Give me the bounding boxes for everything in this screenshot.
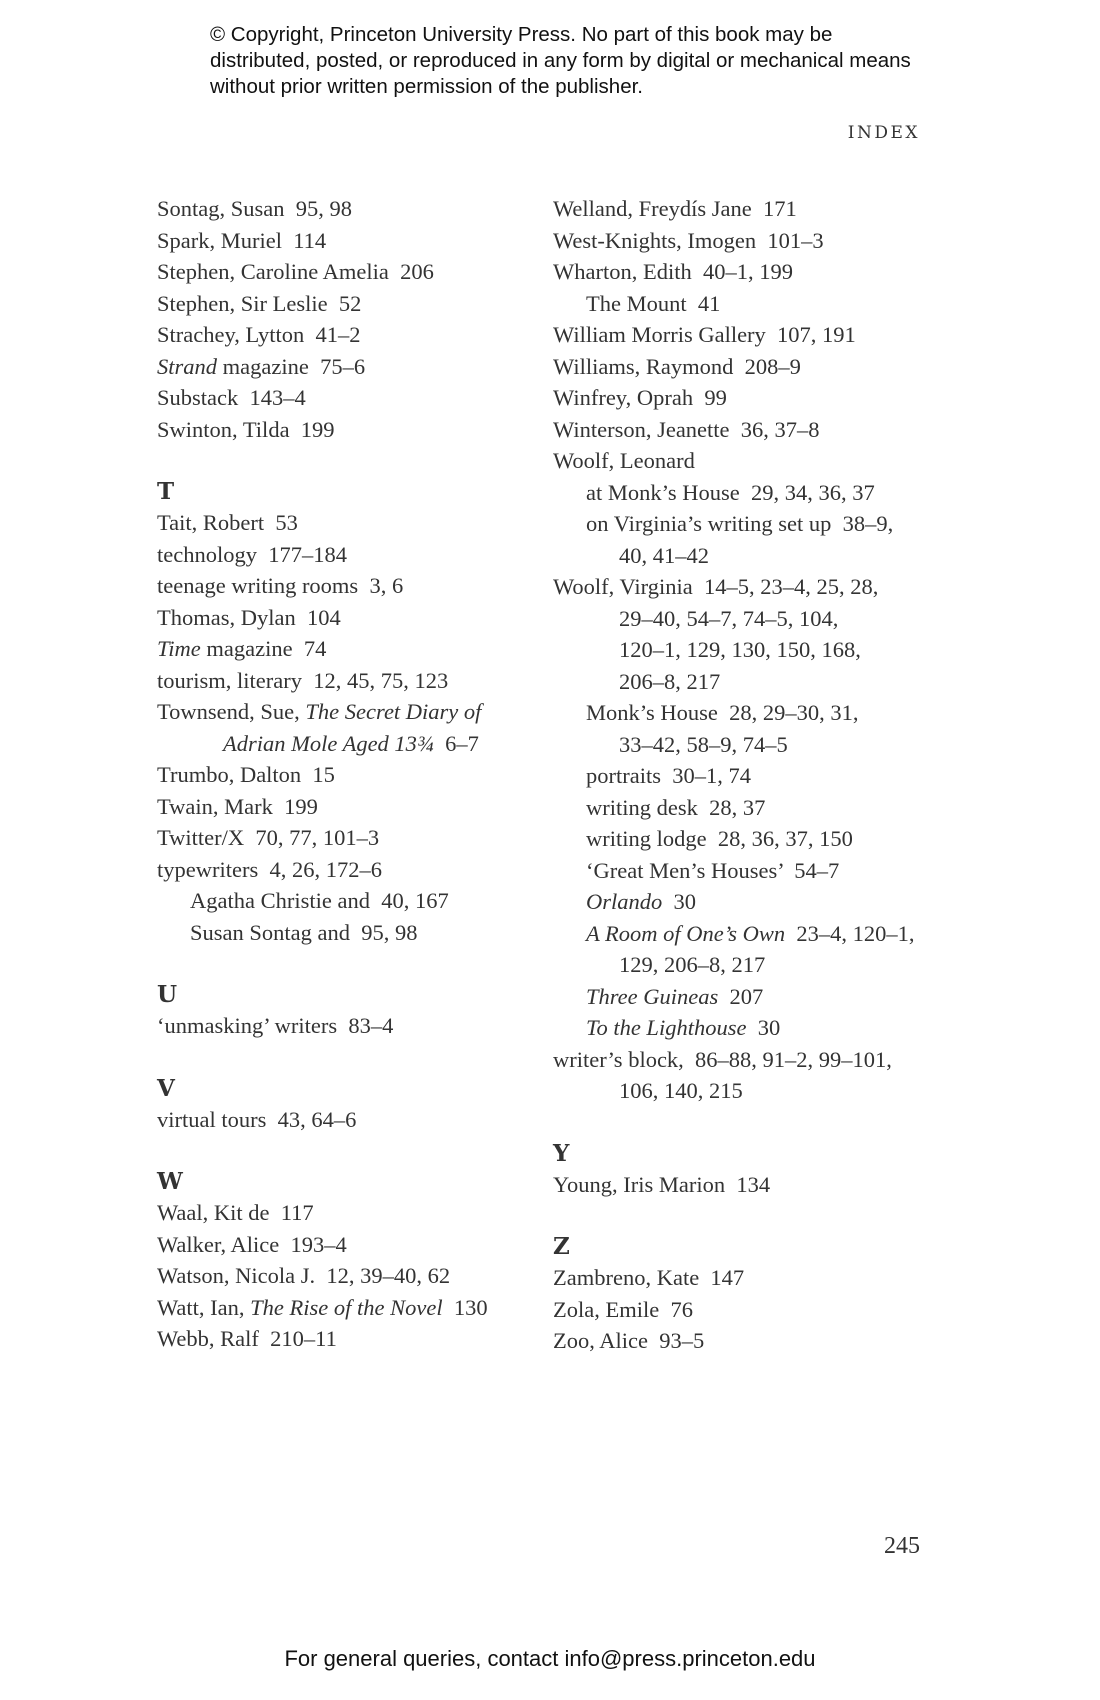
entry-text: 33–42, 58–9, 74–5 [619, 731, 788, 757]
section-letter: Y [553, 1139, 570, 1167]
entry-text: Twitter/X 70, 77, 101–3 [157, 825, 380, 850]
index-entry [553, 571, 933, 603]
entry-text: 129, 206–8, 217 [619, 952, 766, 977]
index-entry [157, 1323, 537, 1355]
entry-text: magazine 74 [200, 636, 327, 661]
index-entry [157, 256, 537, 288]
index-subentry [157, 728, 537, 760]
entry-text: writing desk 28, 37 [586, 794, 766, 820]
index-entry [157, 1197, 537, 1229]
index-subentry [553, 634, 933, 666]
index-entry [553, 1262, 933, 1294]
index-entry [157, 1260, 537, 1292]
entry-text: portraits 30–1, 74 [586, 763, 751, 788]
index-subentry [553, 1012, 933, 1044]
entry-text: Woolf, Leonard [553, 448, 695, 473]
entry-text: Substack 143–4 [157, 385, 306, 410]
index-entry [157, 602, 537, 634]
index-entry [157, 570, 537, 602]
index-subentry [553, 477, 933, 509]
entry-text: teenage writing rooms 3, 6 [157, 573, 404, 598]
entry-text: at Monk’s House 29, 34, 36, 37 [586, 479, 875, 505]
index-column-left [157, 193, 537, 1355]
entry-text: typewriters 4, 26, 172–6 [157, 856, 382, 882]
entry-text: Monk’s House 28, 29–30, 31, [586, 700, 859, 725]
entry-text: Walker, Alice 193–4 [157, 1231, 347, 1257]
entry-text: Waal, Kit de 117 [157, 1200, 314, 1225]
index-subentry [553, 697, 933, 729]
entry-text: Swinton, Tilda 199 [157, 416, 335, 442]
index-entry [553, 1325, 933, 1357]
entry-text: virtual tours 43, 64–6 [157, 1106, 357, 1132]
entry-text: West-Knights, Imogen 101–3 [553, 227, 824, 253]
entry-text: Woolf, Virginia 14–5, 23–4, 25, 28, [553, 574, 879, 599]
entry-text: Sontag, Susan 95, 98 [157, 196, 353, 221]
index-subentry [553, 886, 933, 918]
entry-text: 6–7 [433, 730, 479, 756]
index-subentry [553, 508, 933, 540]
index-entry [157, 382, 537, 414]
entry-text: 206–8, 217 [619, 668, 721, 694]
index-entry [157, 288, 537, 320]
entry-text: Thomas, Dylan 104 [157, 604, 341, 630]
entry-text: Winfrey, Oprah 99 [553, 385, 727, 410]
page-number: 245 [884, 1533, 920, 1559]
entry-text: Winterson, Jeanette 36, 37–8 [553, 416, 820, 442]
entry-text: technology 177–184 [157, 541, 347, 567]
index-entry [157, 414, 537, 446]
index-entry [157, 225, 537, 257]
index-subentry [553, 729, 933, 761]
index-entry [553, 445, 933, 477]
entry-text: William Morris Gallery 107, 191 [553, 322, 856, 347]
entry-text: Zambreno, Kate 147 [553, 1265, 745, 1290]
index-subentry [553, 540, 933, 572]
entry-text: ‘unmasking’ writers 83–4 [157, 1013, 394, 1038]
index-entry [157, 351, 537, 383]
index-subentry [553, 1075, 933, 1107]
index-subentry [553, 603, 933, 635]
entry-title-italic: Orlando [586, 889, 663, 914]
entry-text: 106, 140, 215 [619, 1078, 743, 1103]
index-entry [553, 414, 933, 446]
entry-title-italic: Adrian Mole Aged 13¾ [223, 730, 434, 756]
index-subentry [157, 917, 537, 949]
index-subentry [553, 918, 933, 950]
entry-text: 23–4, 120–1, [785, 920, 915, 946]
entry-text: tourism, literary 12, 45, 75, 123 [157, 667, 449, 693]
index-entry [157, 1104, 537, 1136]
entry-text: Susan Sontag and 95, 98 [190, 919, 418, 945]
entry-text: 30 [746, 1015, 781, 1040]
running-head: INDEX [847, 123, 920, 143]
index-entry [553, 382, 933, 414]
index-subentry [157, 885, 537, 917]
entry-text: Strachey, Lytton 41–2 [157, 322, 361, 347]
entry-text: Twain, Mark 199 [157, 793, 318, 819]
entry-text: Stephen, Caroline Amelia 206 [157, 259, 434, 284]
index-entry [553, 256, 933, 288]
entry-text: Wharton, Edith 40–1, 199 [553, 259, 793, 284]
entry-text: Tait, Robert 53 [157, 510, 298, 535]
index-entry [553, 351, 933, 383]
entry-text: 120–1, 129, 130, 150, 168, [619, 637, 861, 662]
index-column-right [553, 193, 933, 1357]
footer-contact: For general queries, contact info@press.princeton.edu [284, 1646, 816, 1671]
entry-text: Zoo, Alice 93–5 [553, 1328, 705, 1353]
index-entry [157, 1010, 537, 1042]
entry-text: Webb, Ralf 210–11 [157, 1326, 337, 1351]
entry-text: Williams, Raymond 208–9 [553, 353, 801, 379]
entry-text: Welland, Freydís Jane 171 [553, 196, 797, 221]
section-letter: W [157, 1168, 183, 1195]
entry-title-italic: The Rise of the Novel [250, 1294, 443, 1320]
entry-text: Agatha Christie and 40, 167 [190, 888, 449, 913]
index-entry [553, 1044, 933, 1076]
index-entry [157, 507, 537, 539]
index-entry [157, 822, 537, 854]
index-entry [553, 319, 933, 351]
index-entry [157, 759, 537, 791]
index-subentry [553, 855, 933, 887]
entry-title-italic: Three Guineas [586, 983, 719, 1009]
entry-text: Watson, Nicola J. 12, 39–40, 62 [157, 1263, 451, 1288]
index-entry [157, 665, 537, 697]
index-entry [157, 1229, 537, 1261]
index-entry [157, 539, 537, 571]
entry-text: Watt, Ian, [157, 1294, 251, 1320]
entry-text: Zola, Emile 76 [553, 1296, 693, 1322]
section-letter: Z [553, 1233, 570, 1260]
index-subentry [553, 792, 933, 824]
index-entry [553, 225, 933, 257]
entry-text: Townsend, Sue, [157, 699, 306, 724]
index-entry [157, 791, 537, 823]
entry-text: Trumbo, Dalton 15 [157, 762, 335, 787]
entry-text: Stephen, Sir Leslie 52 [157, 290, 362, 316]
entry-text: 29–40, 54–7, 74–5, 104, [619, 605, 839, 631]
index-subentry [553, 666, 933, 698]
entry-text: 40, 41–42 [619, 542, 709, 568]
index-subentry [553, 288, 933, 320]
entry-text: writer’s block, 86–88, 91–2, 99–101, [553, 1046, 892, 1072]
entry-title-italic: The Secret Diary of [305, 699, 482, 724]
index-entry [157, 1292, 537, 1324]
index-entry [157, 193, 537, 225]
entry-title-italic: Strand [157, 353, 218, 379]
copyright-notice: © Copyright, Princeton University Press. No part of this book may be distributed, posted, or reproduced in any form by digital or mechanical means without prior written permission of the publisher. [210, 23, 911, 98]
index-entry [553, 1169, 933, 1201]
entry-text: 130 [442, 1294, 488, 1320]
entry-text: magazine 75–6 [217, 353, 366, 379]
index-subentry [553, 981, 933, 1013]
entry-title-italic: To the Lighthouse [586, 1015, 747, 1040]
section-letter: T [157, 478, 175, 505]
index-subentry [553, 823, 933, 855]
entry-text: ‘Great Men’s Houses’ 54–7 [586, 857, 840, 883]
entry-text: writing lodge 28, 36, 37, 150 [586, 826, 853, 851]
section-letter: U [157, 981, 178, 1008]
entry-text: Young, Iris Marion 134 [553, 1171, 771, 1197]
index-subentry [553, 760, 933, 792]
index-entry [157, 696, 537, 728]
index-entry [157, 319, 537, 351]
entry-text: The Mount 41 [586, 290, 721, 316]
entry-text: 30 [662, 889, 697, 914]
entry-title-italic: Time [157, 636, 201, 661]
entry-title-italic: A Room of One’s Own [586, 920, 786, 946]
section-letter: V [157, 1074, 175, 1102]
index-entry [157, 633, 537, 665]
index-subentry [553, 949, 933, 981]
entry-text: on Virginia’s writing set up 38–9, [586, 511, 894, 536]
index-entry [553, 1294, 933, 1326]
entry-text: 207 [718, 983, 764, 1009]
entry-text: Spark, Muriel 114 [157, 227, 327, 253]
index-entry [553, 193, 933, 225]
index-entry [157, 854, 537, 886]
